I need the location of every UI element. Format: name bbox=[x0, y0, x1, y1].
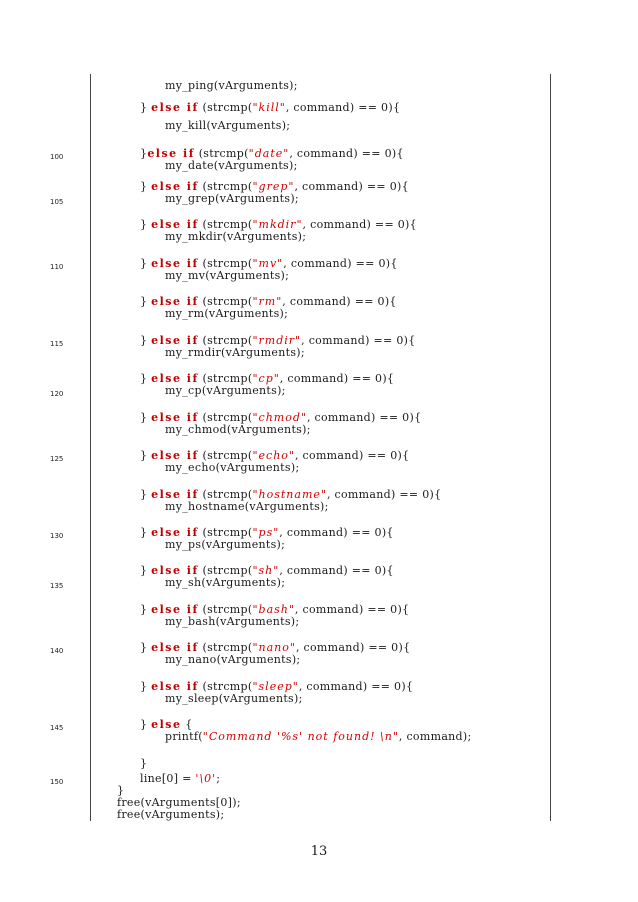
code-token: , command); bbox=[398, 730, 472, 743]
code-text bbox=[165, 159, 298, 173]
string-literal-token: "bash" bbox=[252, 603, 295, 616]
code-token: } bbox=[140, 101, 152, 114]
keyword-token: else if bbox=[147, 147, 195, 160]
string-literal-token: "rmdir" bbox=[252, 334, 302, 347]
page-number: 13 bbox=[310, 844, 328, 859]
code-token: { bbox=[181, 718, 193, 731]
line-number: 105 bbox=[50, 198, 64, 206]
keyword-token: else if bbox=[151, 449, 199, 462]
code-token: (strcmp( bbox=[198, 564, 253, 577]
code-token: (strcmp( bbox=[194, 147, 249, 160]
code-line bbox=[0, 192, 638, 206]
code-token: } bbox=[140, 180, 152, 193]
code-token: , command) == 0){ bbox=[298, 680, 414, 693]
code-token: my_rmdir(vArguments); bbox=[165, 346, 305, 359]
code-text bbox=[165, 500, 329, 514]
keyword-token: else if bbox=[151, 295, 199, 308]
code-line bbox=[0, 653, 638, 667]
code-token: , command) == 0){ bbox=[285, 101, 401, 114]
code-token: , command) == 0){ bbox=[294, 449, 410, 462]
code-text bbox=[165, 576, 285, 590]
code-line bbox=[0, 230, 638, 244]
code-token: } bbox=[140, 680, 152, 693]
code-token: , command) == 0){ bbox=[326, 488, 442, 501]
code-text bbox=[165, 384, 286, 398]
code-line bbox=[0, 615, 638, 629]
string-literal-token: "echo" bbox=[252, 449, 295, 462]
code-token: my_echo(vArguments); bbox=[165, 461, 300, 474]
string-literal-token: "sh" bbox=[252, 564, 280, 577]
string-literal-token: "sleep" bbox=[252, 680, 299, 693]
keyword-token: else if bbox=[151, 564, 199, 577]
code-token: my_mv(vArguments); bbox=[165, 269, 290, 282]
keyword-token: else if bbox=[151, 372, 199, 385]
code-token: } bbox=[140, 641, 152, 654]
string-literal-token: '\0' bbox=[195, 772, 217, 785]
code-token: (strcmp( bbox=[198, 180, 253, 193]
code-text bbox=[165, 692, 303, 706]
code-line bbox=[0, 461, 638, 475]
code-line bbox=[0, 159, 638, 173]
code-token: my_sleep(vArguments); bbox=[165, 692, 303, 705]
line-number: 110 bbox=[50, 263, 64, 271]
code-token: my_sh(vArguments); bbox=[165, 576, 286, 589]
code-token: , command) == 0){ bbox=[279, 526, 394, 539]
code-text bbox=[165, 307, 288, 321]
code-line bbox=[0, 423, 638, 437]
code-token: free(vArguments[0]); bbox=[117, 796, 241, 809]
code-token: (strcmp( bbox=[198, 372, 253, 385]
code-token: (strcmp( bbox=[198, 334, 253, 347]
line-number: 125 bbox=[50, 455, 64, 463]
line-number: 140 bbox=[50, 647, 64, 655]
code-token: , command) == 0){ bbox=[306, 411, 422, 424]
code-text bbox=[165, 269, 289, 283]
code-token: } bbox=[140, 295, 152, 308]
keyword-token: else if bbox=[151, 411, 199, 424]
code-line bbox=[0, 500, 638, 514]
code-token: my_chmod(vArguments); bbox=[165, 423, 311, 436]
line-number: 120 bbox=[50, 390, 64, 398]
code-token: my_ps(vArguments); bbox=[165, 538, 286, 551]
line-number: 150 bbox=[50, 778, 64, 786]
code-token: my_date(vArguments); bbox=[165, 159, 298, 172]
code-text bbox=[165, 230, 306, 244]
code-token: (strcmp( bbox=[198, 603, 253, 616]
code-token: , command) == 0){ bbox=[279, 372, 395, 385]
code-token: (strcmp( bbox=[198, 641, 253, 654]
code-token: } bbox=[140, 449, 152, 462]
code-text bbox=[165, 119, 290, 133]
string-literal-token: "grep" bbox=[252, 180, 295, 193]
code-token: } bbox=[117, 784, 125, 797]
code-line bbox=[0, 119, 638, 133]
line-number: 115 bbox=[50, 340, 64, 348]
keyword-token: else if bbox=[151, 603, 199, 616]
keyword-token: else if bbox=[151, 680, 199, 693]
code-line bbox=[0, 79, 638, 93]
keyword-token: else if bbox=[151, 180, 199, 193]
string-literal-token: "mkdir" bbox=[252, 218, 303, 231]
code-token: } bbox=[140, 334, 152, 347]
code-line bbox=[0, 269, 638, 283]
code-token: } bbox=[140, 411, 152, 424]
code-token: (strcmp( bbox=[198, 218, 253, 231]
keyword-token: else if bbox=[151, 526, 199, 539]
string-literal-token: "chmod" bbox=[252, 411, 307, 424]
code-token: , command) == 0){ bbox=[283, 257, 398, 270]
string-literal-token: "kill" bbox=[252, 101, 286, 114]
code-token: } bbox=[140, 718, 152, 731]
code-token: } bbox=[140, 564, 152, 577]
code-line bbox=[0, 757, 638, 771]
string-literal-token: "date" bbox=[248, 147, 290, 160]
code-token: , command) == 0){ bbox=[294, 603, 410, 616]
line-number: 100 bbox=[50, 153, 64, 161]
code-line bbox=[0, 384, 638, 398]
code-token: , command) == 0){ bbox=[282, 295, 397, 308]
keyword-token: else if bbox=[151, 101, 199, 114]
code-text bbox=[140, 101, 400, 115]
code-token: ; bbox=[216, 772, 221, 785]
code-line bbox=[0, 576, 638, 590]
code-token: my_ping(vArguments); bbox=[165, 79, 298, 92]
code-line bbox=[0, 692, 638, 706]
code-token: , command) == 0){ bbox=[301, 334, 416, 347]
code-token: (strcmp( bbox=[198, 449, 253, 462]
keyword-token: else if bbox=[151, 488, 199, 501]
code-line bbox=[0, 101, 638, 115]
keyword-token: else if bbox=[151, 218, 199, 231]
code-text bbox=[165, 653, 300, 667]
line-number: 130 bbox=[50, 532, 64, 540]
code-text bbox=[165, 615, 299, 629]
code-token: (strcmp( bbox=[198, 488, 253, 501]
code-token: my_rm(vArguments); bbox=[165, 307, 289, 320]
code-token: , command) == 0){ bbox=[302, 218, 417, 231]
code-text bbox=[165, 192, 299, 206]
code-token: line[0] = bbox=[140, 772, 196, 785]
code-token: , command) == 0){ bbox=[295, 641, 411, 654]
code-token: (strcmp( bbox=[198, 295, 253, 308]
keyword-token: else if bbox=[151, 257, 199, 270]
code-token: my_cp(vArguments); bbox=[165, 384, 286, 397]
code-line bbox=[0, 538, 638, 552]
string-literal-token: "ps" bbox=[252, 526, 280, 539]
code-token: } bbox=[140, 757, 148, 770]
keyword-token: else if bbox=[151, 334, 199, 347]
string-literal-token: "nano" bbox=[252, 641, 296, 654]
string-literal-token: "cp" bbox=[252, 372, 280, 385]
code-text bbox=[165, 730, 472, 744]
code-token: } bbox=[140, 603, 152, 616]
code-token: , command) == 0){ bbox=[279, 564, 394, 577]
keyword-token: else if bbox=[151, 641, 199, 654]
code-text bbox=[165, 461, 299, 475]
code-token: my_mkdir(vArguments); bbox=[165, 230, 307, 243]
string-literal-token: "mv" bbox=[252, 257, 284, 270]
code-token: (strcmp( bbox=[198, 526, 253, 539]
code-token: } bbox=[140, 257, 152, 270]
code-line bbox=[0, 346, 638, 360]
code-text bbox=[165, 538, 285, 552]
code-token: printf( bbox=[165, 730, 203, 743]
code-text bbox=[117, 808, 224, 822]
code-token: my_grep(vArguments); bbox=[165, 192, 299, 205]
code-line bbox=[0, 730, 638, 744]
code-text bbox=[165, 346, 305, 360]
code-token: , command) == 0){ bbox=[294, 180, 409, 193]
code-token: (strcmp( bbox=[198, 257, 253, 270]
code-token: } bbox=[140, 218, 152, 231]
code-token: my_hostname(vArguments); bbox=[165, 500, 329, 513]
code-text bbox=[165, 423, 311, 437]
string-literal-token: "rm" bbox=[252, 295, 283, 308]
code-token: , command) == 0){ bbox=[289, 147, 404, 160]
code-token: } bbox=[140, 488, 152, 501]
code-line bbox=[0, 808, 638, 822]
keyword-token: else bbox=[151, 718, 182, 731]
string-literal-token: "hostname" bbox=[252, 488, 327, 501]
code-token: my_kill(vArguments); bbox=[165, 119, 291, 132]
code-token: (strcmp( bbox=[198, 411, 253, 424]
code-token: } bbox=[140, 526, 152, 539]
code-token: (strcmp( bbox=[198, 101, 253, 114]
code-text bbox=[140, 757, 147, 771]
code-token: my_bash(vArguments); bbox=[165, 615, 300, 628]
code-token: } bbox=[140, 372, 152, 385]
code-token: my_nano(vArguments); bbox=[165, 653, 301, 666]
code-token: } bbox=[140, 147, 148, 160]
code-text bbox=[165, 79, 298, 93]
code-line bbox=[0, 307, 638, 321]
code-token: free(vArguments); bbox=[117, 808, 225, 821]
string-literal-token: "Command '%s' not found! \n" bbox=[202, 730, 399, 743]
code-token: (strcmp( bbox=[198, 680, 253, 693]
line-number: 145 bbox=[50, 724, 64, 732]
line-number: 135 bbox=[50, 582, 64, 590]
